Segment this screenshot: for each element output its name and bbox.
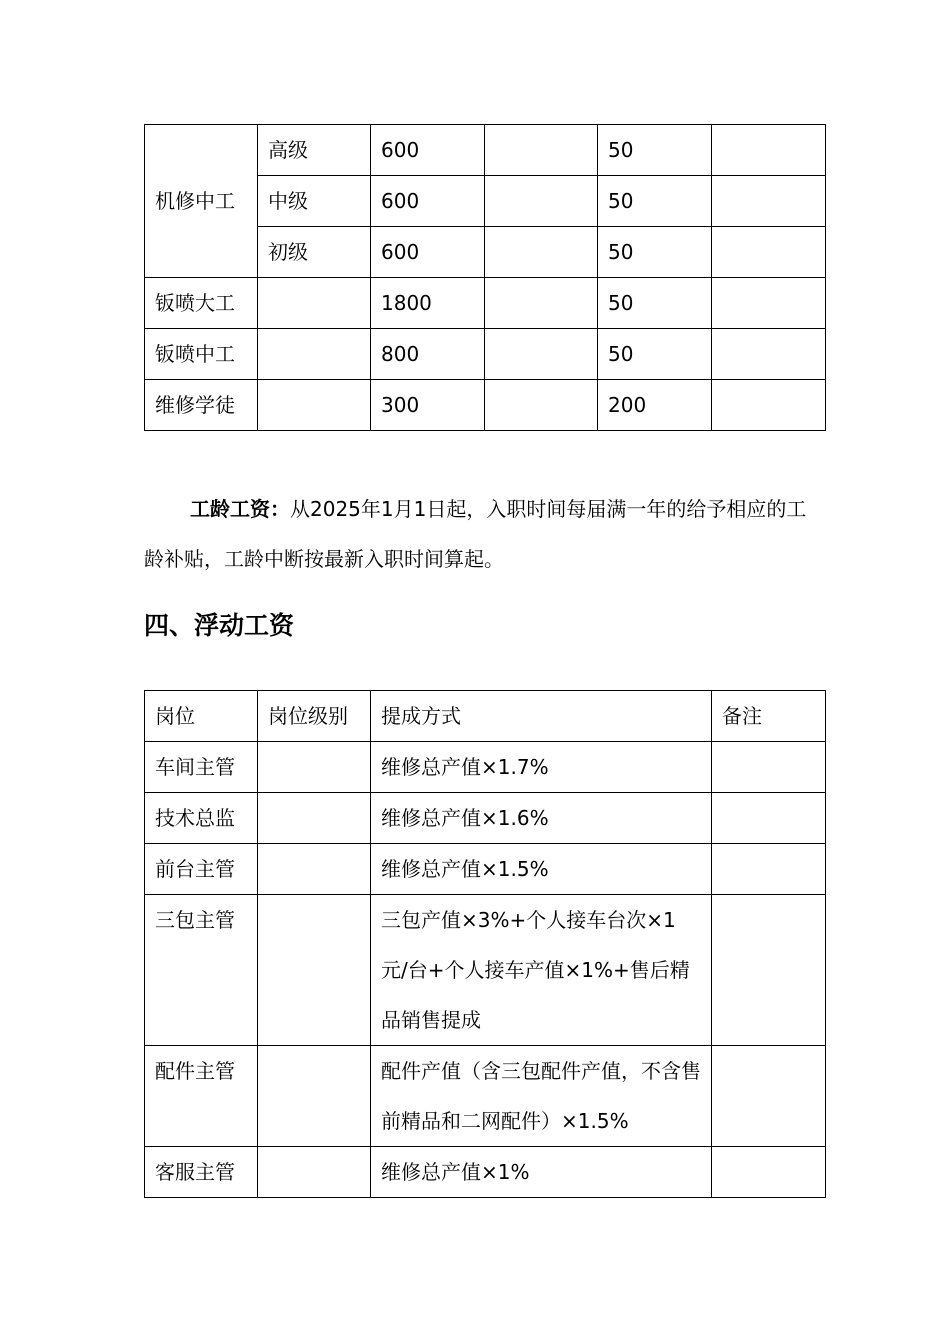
- method-cell: 维修总产值×1.7%: [371, 742, 712, 793]
- section-title: 四、浮动工资: [144, 611, 295, 640]
- empty-cell: [485, 227, 598, 278]
- position-cell: 三包主管: [145, 895, 258, 1046]
- header-position: 岗位: [145, 691, 258, 742]
- note-cell: [712, 742, 826, 793]
- floating-salary-table: [144, 690, 826, 1198]
- empty-cell: [485, 125, 598, 176]
- empty-cell: [712, 329, 826, 380]
- note-cell: [712, 793, 826, 844]
- allowance-cell: 200: [598, 380, 712, 431]
- amount-cell: 600: [371, 176, 485, 227]
- table-row: [145, 125, 826, 176]
- level-cell: [258, 742, 371, 793]
- position-cell: 配件主管: [145, 1046, 258, 1147]
- note-cell: [712, 844, 826, 895]
- level-cell: [258, 844, 371, 895]
- empty-cell: [485, 329, 598, 380]
- position-cell: 钣喷中工: [145, 329, 258, 380]
- amount-cell: 300: [371, 380, 485, 431]
- table-row: [145, 1046, 826, 1147]
- note-cell: [712, 1147, 826, 1198]
- table-row: [145, 793, 826, 844]
- seniority-paragraph: [144, 484, 825, 584]
- method-cell: 维修总产值×1.5%: [371, 844, 712, 895]
- level-cell: [258, 793, 371, 844]
- position-cell: 钣喷大工: [145, 278, 258, 329]
- note-cell: [712, 1046, 826, 1147]
- level-cell: [258, 329, 371, 380]
- table-row: [145, 329, 826, 380]
- allowance-cell: 50: [598, 176, 712, 227]
- amount-cell: 1800: [371, 278, 485, 329]
- level-cell: 中级: [258, 176, 371, 227]
- position-cell: 前台主管: [145, 844, 258, 895]
- header-level: 岗位级别: [258, 691, 371, 742]
- empty-cell: [712, 227, 826, 278]
- group-position-cell: 机修中工: [145, 125, 258, 278]
- amount-cell: 600: [371, 227, 485, 278]
- table-header-row: [145, 691, 826, 742]
- empty-cell: [485, 278, 598, 329]
- position-cell: 车间主管: [145, 742, 258, 793]
- empty-cell: [712, 278, 826, 329]
- table-row: [145, 380, 826, 431]
- header-method: 提成方式: [371, 691, 712, 742]
- amount-cell: 600: [371, 125, 485, 176]
- level-cell: [258, 895, 371, 1046]
- empty-cell: [485, 380, 598, 431]
- allowance-cell: 50: [598, 329, 712, 380]
- position-cell: 维修学徒: [145, 380, 258, 431]
- empty-cell: [485, 176, 598, 227]
- amount-cell: 800: [371, 329, 485, 380]
- level-cell: 初级: [258, 227, 371, 278]
- allowance-cell: 50: [598, 278, 712, 329]
- method-cell: 维修总产值×1%: [371, 1147, 712, 1198]
- method-cell: 维修总产值×1.6%: [371, 793, 712, 844]
- empty-cell: [712, 380, 826, 431]
- base-salary-table: [144, 124, 826, 431]
- note-cell: [712, 895, 826, 1046]
- level-cell: 高级: [258, 125, 371, 176]
- table-row: [145, 844, 826, 895]
- level-cell: [258, 278, 371, 329]
- empty-cell: [712, 125, 826, 176]
- position-cell: 技术总监: [145, 793, 258, 844]
- allowance-cell: 50: [598, 227, 712, 278]
- position-cell: 客服主管: [145, 1147, 258, 1198]
- header-note: 备注: [712, 691, 826, 742]
- table-row: [145, 278, 826, 329]
- method-cell: 配件产值（含三包配件产值，不含售前精品和二网配件）×1.5%: [371, 1046, 712, 1147]
- level-cell: [258, 1046, 371, 1147]
- table-row: [145, 895, 826, 1046]
- seniority-label: 工龄工资：: [190, 497, 290, 521]
- method-cell: 三包产值×3%+个人接车台次×1元/台+个人接车产值×1%+售后精品销售提成: [371, 895, 712, 1046]
- seniority-text: 从2025年1月1日起，入职时间每届满一年的给予相应的工龄补贴，工龄中断按最新入职时间算起。: [144, 497, 807, 571]
- table-row: [145, 1147, 826, 1198]
- level-cell: [258, 1147, 371, 1198]
- table-row: [145, 742, 826, 793]
- level-cell: [258, 380, 371, 431]
- allowance-cell: 50: [598, 125, 712, 176]
- empty-cell: [712, 176, 826, 227]
